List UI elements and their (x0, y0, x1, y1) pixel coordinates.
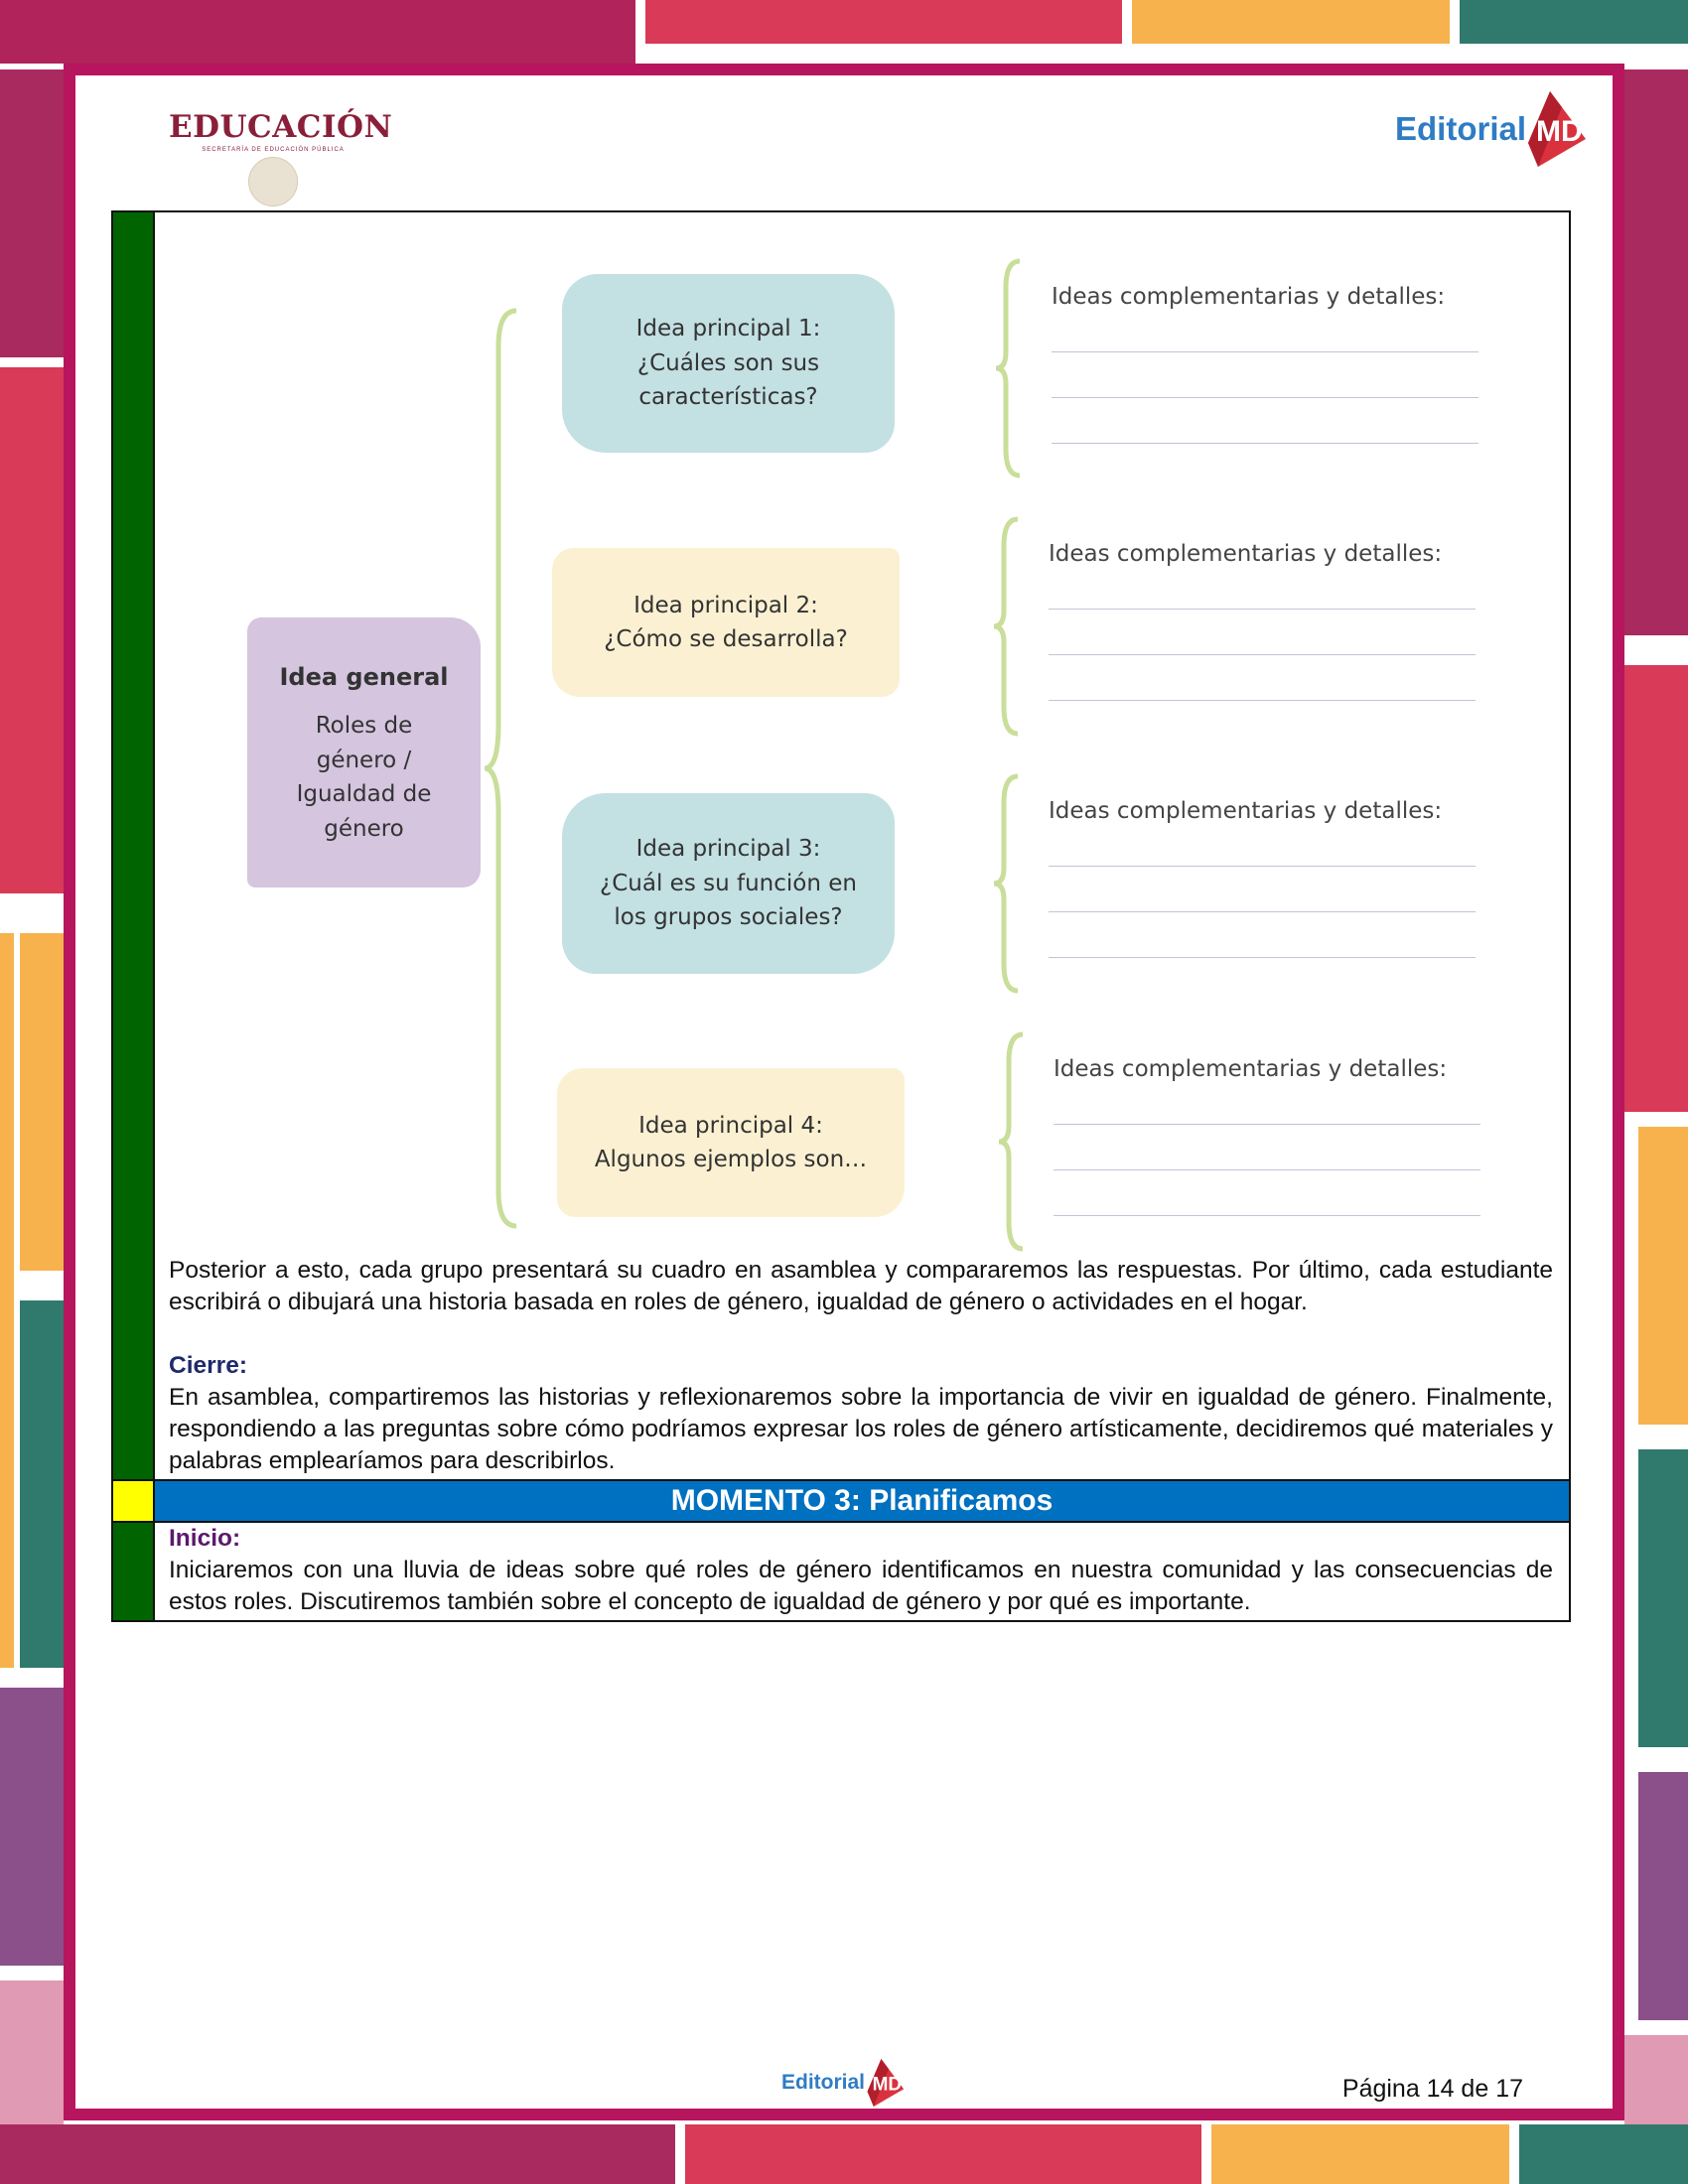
inicio-block (155, 1523, 1569, 1620)
write-line (1054, 1124, 1480, 1125)
main-idea-3-question: ¿Cuál es su función en los grupos sociales? (600, 870, 857, 931)
inicio-title: Inicio: (169, 1525, 241, 1552)
write-line (1049, 609, 1476, 610)
write-line (1049, 957, 1476, 958)
details-label: Ideas complementarias y detalles: (1054, 1056, 1448, 1082)
editorial-md-logo (1395, 91, 1596, 167)
detail-brace-1 (994, 258, 1024, 478)
detail-brace-3 (992, 773, 1022, 994)
bg-tile (1624, 69, 1688, 635)
main-idea-2-heading: Idea principal 2: (633, 592, 818, 618)
bg-tile (0, 69, 64, 357)
details-label: Ideas complementarias y detalles: (1049, 541, 1443, 567)
details-block-4 (1054, 1056, 1490, 1216)
write-line (1052, 443, 1478, 444)
closing-paragraph: Posterior a esto, cada grupo presentará su cuadro en asamblea y compararemos las respuestas. Por último, cada estudiante escribirá o dibujará una historia basada en roles de género, igualdad de género o actividades en el hogar. (169, 1257, 1553, 1315)
md-logo-icon (1528, 91, 1596, 167)
footer-md-logo-mark: MD (872, 2074, 903, 2096)
write-line (1054, 1215, 1480, 1216)
cierre-title: Cierre: (169, 1352, 247, 1379)
editorial-logo-word: Editorial (1395, 110, 1527, 147)
footer-editorial-logo (781, 2059, 911, 2107)
detail-brace-4 (997, 1031, 1027, 1252)
details-block-2 (1049, 541, 1485, 701)
bg-tile (1638, 1127, 1688, 1425)
main-idea-1-heading: Idea principal 1: (635, 316, 821, 342)
idea-diagram (155, 212, 1569, 1255)
main-idea-3-heading: Idea principal 3: (635, 836, 821, 863)
page-number: Página 14 de 17 (1341, 2075, 1523, 2103)
main-idea-4-heading: Idea principal 4: (638, 1112, 823, 1139)
details-label: Ideas complementarias y detalles: (1049, 798, 1443, 824)
bg-tile (1460, 0, 1688, 44)
national-seal-icon (248, 157, 298, 206)
main-idea-2-box (552, 548, 900, 697)
activity-row (113, 212, 1569, 1479)
activity-cell (155, 212, 1569, 1479)
side-marker-yellow (113, 1481, 155, 1521)
details-label: Ideas complementarias y detalles: (1052, 284, 1446, 310)
sep-logo-title: EDUCACIÓN (169, 109, 393, 145)
detail-brace-2 (992, 516, 1022, 737)
write-line (1052, 397, 1478, 398)
write-line (1049, 866, 1476, 867)
cierre-block (155, 1350, 1569, 1479)
details-block-1 (1052, 284, 1488, 444)
main-idea-4-box (557, 1068, 905, 1217)
md-logo-mark: MD (1536, 115, 1583, 148)
bg-tile (20, 1300, 64, 1668)
write-line (1049, 654, 1476, 655)
general-idea-text: Roles de género / Igualdad de género (296, 713, 432, 842)
footer-editorial-word: Editorial (781, 2071, 866, 2094)
bg-tile (0, 2124, 675, 2184)
side-marker-green (113, 212, 155, 1479)
sep-logo-subtitle: SECRETARÍA DE EDUCACIÓN PÚBLICA (202, 147, 345, 153)
main-idea-3-box (562, 793, 895, 974)
main-idea-1-question: ¿Cuáles son sus características? (636, 349, 820, 411)
bg-tile (1519, 2124, 1688, 2184)
main-idea-1-box (562, 274, 895, 453)
cierre-text: En asamblea, compartiremos las historias y reflexionaremos sobre la importancia de vivir en igualdad de género. Finalmente, respondiendo a las preguntas sobre cómo podríamos expresar los roles de género artísticamente, decidiremos qué materiales y palabras emplearíamos para describirlos. (169, 1384, 1553, 1474)
bg-tile (0, 933, 14, 1668)
bg-tile (0, 1688, 64, 1966)
moment-banner: MOMENTO 3: Planificamos (155, 1481, 1569, 1521)
write-line (1054, 1169, 1480, 1170)
write-line (1049, 700, 1476, 701)
side-marker-green (113, 1523, 155, 1620)
bg-tile (1211, 2124, 1509, 2184)
bg-tile (645, 0, 1122, 44)
bg-tile (0, 0, 635, 64)
details-block-3 (1049, 798, 1485, 958)
main-brace (483, 307, 522, 1230)
bg-tile (685, 2124, 1201, 2184)
bg-tile (0, 367, 64, 893)
write-line (1049, 911, 1476, 912)
general-idea-heading: Idea general (279, 663, 449, 691)
lesson-table (111, 210, 1571, 1622)
inicio-text: Iniciaremos con una lluvia de ideas sobre qué roles de género identificamos en nuestra comunidad y las consecuencias de estos roles. Discutiremos también sobre el concepto de igualdad de género y por qué es importante. (169, 1557, 1553, 1615)
inicio-row (113, 1523, 1569, 1620)
bg-tile (1638, 1772, 1688, 2020)
main-idea-4-question: Algunos ejemplos son… (594, 1147, 868, 1172)
sep-logo (169, 109, 393, 206)
general-idea-box (247, 617, 481, 887)
write-line (1052, 351, 1478, 352)
footer-md-logo-icon (867, 2059, 911, 2107)
bg-tile (20, 933, 64, 1271)
bg-tile (1132, 0, 1450, 44)
moment-row (113, 1479, 1569, 1523)
bg-tile (1638, 1449, 1688, 1747)
main-idea-2-question: ¿Cómo se desarrolla? (604, 626, 848, 652)
bg-tile (1624, 665, 1688, 1112)
